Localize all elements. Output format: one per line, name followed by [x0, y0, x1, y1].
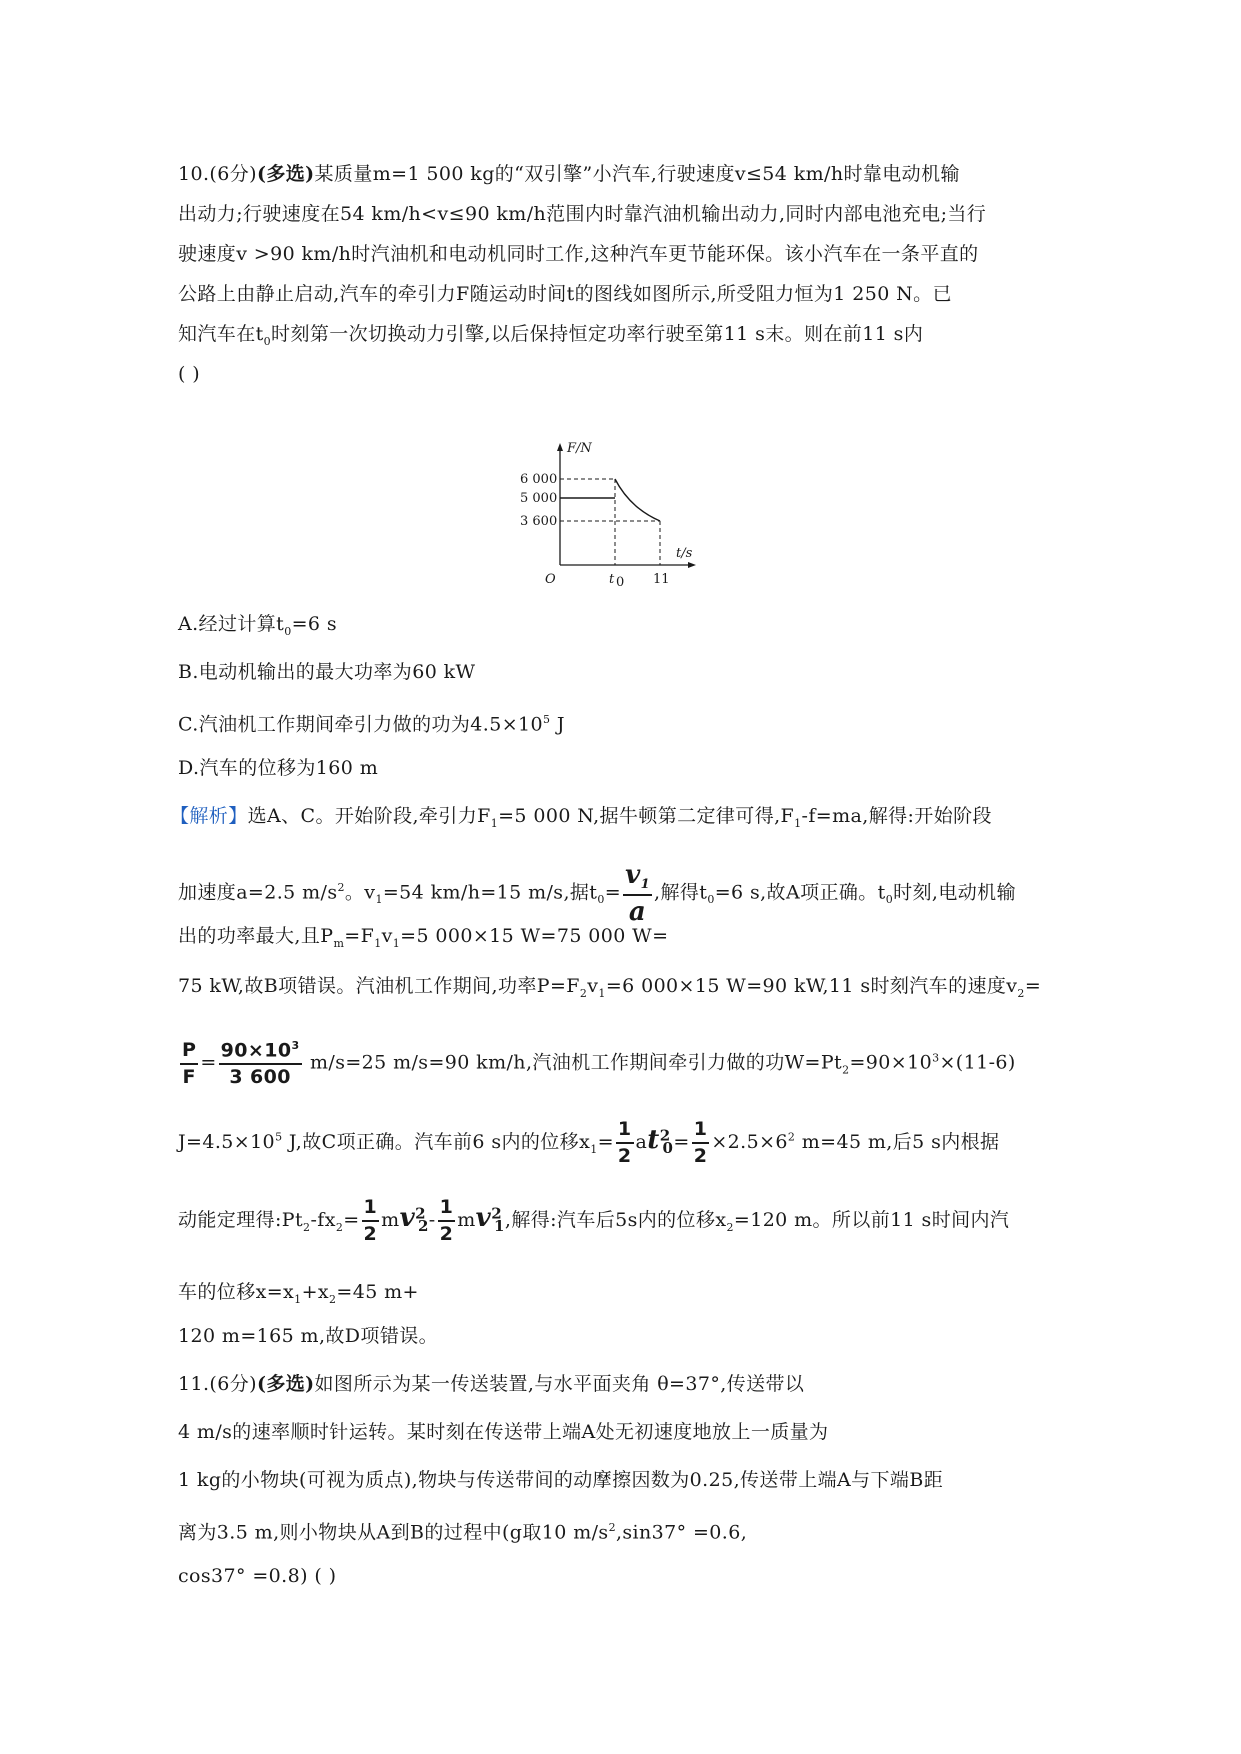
a3-sub1: 1	[374, 936, 382, 950]
q11-sup2: 2	[608, 1521, 616, 1534]
a4-sub2b: 2	[1017, 986, 1025, 1000]
a8-a: 车的位移x=x	[178, 1281, 295, 1303]
half-den-c: 2	[363, 1223, 378, 1245]
a7-d: ,解得:汽车后5s内的位移x	[504, 1209, 727, 1231]
analysis-line-4	[178, 972, 1041, 1008]
q11-line-1	[178, 1370, 804, 1398]
q10-score: (6分)	[209, 163, 257, 185]
a7-sub2c: 2	[726, 1220, 734, 1234]
q11-line-2: 4 m/s的速率顺时针运转。某时刻在传送带上端A处无初速度地放上一质量为	[178, 1421, 829, 1443]
a6-t-sup: 2	[659, 1126, 671, 1145]
a4-sub2: 2	[579, 986, 588, 1000]
a2-d: =	[604, 881, 622, 904]
option-a-text: A.经过计算t	[178, 613, 285, 635]
option-c-sup: 5	[543, 713, 551, 726]
option-a	[178, 610, 337, 646]
a1-b: =5 000 N,据牛顿第二定律可得,F	[498, 805, 795, 827]
q10-answer-bracket: ( )	[178, 363, 201, 385]
y-axis-label: F/N	[567, 441, 592, 456]
a1-sub1: 1	[490, 816, 499, 830]
a6-t: t	[647, 1125, 660, 1155]
a7-m2: m	[457, 1209, 476, 1231]
analysis-tag: 【解析】	[170, 805, 248, 827]
a7-sub2: 2	[303, 1220, 311, 1234]
q10-text-5a: 知汽车在t	[178, 323, 264, 345]
q10-line-4: 公路上由静止启动,汽车的牵引力F随运动时间t的图线如图所示,所受阻力恒为1 250 N。已	[178, 283, 952, 305]
a4-d: =	[1024, 975, 1042, 997]
fraction-one-half-c	[362, 1198, 380, 1244]
q10-sub: 0	[263, 334, 272, 348]
y-tick-5000: 5 000	[520, 491, 558, 506]
a7-sub2b: 2	[335, 1220, 344, 1234]
a2-sub0: 0	[597, 893, 605, 907]
q11-number: 11.	[178, 1373, 210, 1395]
a7-c: =	[343, 1209, 360, 1231]
option-c-text-2: J	[550, 713, 565, 736]
q11-4b: ,sin37° =0.6,	[615, 1521, 748, 1544]
a2-b: 。v	[344, 881, 376, 904]
option-a-sub: 0	[284, 624, 292, 638]
frac-f: F	[182, 1065, 196, 1088]
fraction-one-half-a	[616, 1120, 634, 1166]
q11-line-4	[178, 1514, 747, 1546]
a4-c: =6 000×15 W=90 kW,11 s时刻汽车的速度v	[605, 975, 1018, 997]
a1-c: -f=ma,解得:开始阶段	[801, 805, 992, 827]
a7-v2-sub: 2	[417, 1216, 429, 1235]
y-axis-arrow	[557, 443, 563, 451]
half-num-a: 1	[616, 1120, 634, 1144]
a5-sub2: 2	[842, 1063, 850, 1077]
a3-c: v	[381, 925, 393, 947]
a2-e: ,解得t	[654, 881, 708, 904]
analysis-line-7	[178, 1198, 1009, 1244]
x-tick-11: 11	[653, 572, 670, 587]
half-den-d: 2	[439, 1223, 454, 1245]
a6-e: =	[673, 1131, 690, 1153]
q11-4a: 离为3.5 m,则小物块从A到B的过程中(g取10 m/s	[178, 1521, 609, 1544]
x-axis-arrow	[688, 562, 696, 568]
a6-d: a	[635, 1131, 648, 1153]
decreasing-force-curve	[615, 479, 660, 521]
frac-v: v	[625, 860, 641, 890]
y-tick-3600: 3 600	[520, 514, 558, 529]
a7-m: m	[381, 1209, 400, 1231]
q11-multi-tag: (多选)	[256, 1373, 315, 1395]
frac-sup3: 3	[291, 1039, 300, 1052]
a8-c: =45 m+	[336, 1281, 419, 1303]
a2-sub1: 1	[375, 893, 383, 907]
a1-a: 选A、C。开始阶段,牵引力F	[247, 805, 491, 827]
option-a-text-2: =6 s	[291, 613, 338, 635]
frac-3600: 3 600	[229, 1066, 291, 1089]
frac-90e3: 90×10	[220, 1039, 292, 1062]
fraction-v1-over-a	[623, 862, 652, 925]
a1-sub2: 1	[794, 816, 802, 830]
half-den-b: 2	[693, 1145, 708, 1167]
a3-b: =F	[344, 925, 375, 947]
q10-multi-tag: (多选)	[256, 163, 315, 185]
a2-c: =54 km/h=15 m/s,据t	[382, 881, 598, 904]
option-c	[178, 706, 565, 738]
analysis-line-2	[178, 862, 1016, 925]
a7-v1-sub: 1	[494, 1216, 505, 1235]
q10-line-5	[178, 320, 923, 356]
a6-a: J=4.5×10	[178, 1131, 276, 1153]
a3-a: 出的功率最大,且P	[178, 925, 334, 947]
q10-text-5b: 时刻第一次切换动力引擎,以后保持恒定功率行驶至第11 s末。则在前11 s内	[271, 323, 924, 345]
x-tick-t0-sub: 0	[616, 575, 625, 590]
half-num-d: 1	[438, 1198, 456, 1222]
a5-rest3: ×(11-6)	[939, 1051, 1016, 1074]
a3-sub1b: 1	[392, 936, 401, 950]
frac-v-sub: 1	[640, 876, 651, 892]
option-b: B.电动机输出的最大功率为60 kW	[178, 661, 476, 683]
a2-f: =6 s,故A项正确。t	[714, 881, 886, 904]
fraction-9000-over-3600	[219, 1040, 302, 1087]
analysis-line-1	[170, 802, 992, 838]
analysis-line-9: 120 m=165 m,故D项错误。	[178, 1325, 439, 1347]
option-c-text: C.汽油机工作期间牵引力做的功为4.5×10	[178, 713, 544, 736]
frac-a: a	[628, 896, 647, 927]
a3-d: =5 000×15 W=75 000 W=	[400, 925, 669, 947]
x-axis-label: t/s	[676, 546, 693, 561]
a6-t-sub: 0	[662, 1138, 674, 1157]
analysis-line-8	[178, 1278, 419, 1314]
q10-number: 10.	[178, 163, 210, 185]
a7-a: 动能定理得:Pt	[178, 1209, 304, 1231]
a7-v1: v	[475, 1203, 492, 1233]
a2-g: 时刻,电动机输	[893, 881, 1016, 904]
analysis-line-3	[178, 922, 668, 958]
a8-sub1: 1	[294, 1292, 302, 1306]
a7-v2: v	[399, 1203, 416, 1233]
a5-eq: =	[200, 1051, 217, 1074]
a6-g: m=45 m,后5 s内根据	[795, 1131, 1000, 1153]
a8-b: +x	[301, 1281, 329, 1303]
origin-label: O	[545, 572, 556, 587]
fraction-one-half-d	[438, 1198, 456, 1244]
a4-sub1: 1	[598, 986, 606, 1000]
half-num-b: 1	[692, 1120, 710, 1144]
a7-v2-sup: 2	[415, 1204, 426, 1223]
q11-line-5: cos37° =0.8) ( )	[178, 1565, 337, 1587]
a3-subm: m	[333, 936, 345, 950]
a7-b: -fx	[310, 1209, 336, 1231]
fraction-one-half-b	[692, 1120, 710, 1166]
a6-b: J,故C项正确。汽车前6 s内的位移x	[282, 1131, 591, 1153]
frac-p: P	[180, 1041, 198, 1065]
a4-b: v	[587, 975, 599, 997]
a4-a: 75 kW,故B项错误。汽油机工作期间,功率P=F	[178, 975, 580, 997]
a7-v1-sup: 2	[491, 1204, 503, 1223]
a7-e: =120 m。所以前11 s时间内汽	[733, 1209, 1010, 1231]
a2-sub0b: 0	[707, 893, 715, 907]
option-d: D.汽车的位移为160 m	[178, 757, 379, 779]
half-den-a: 2	[617, 1145, 632, 1167]
analysis-line-6	[178, 1120, 999, 1166]
a6-sub1: 1	[590, 1142, 598, 1156]
a5-rest2: =90×10	[849, 1051, 933, 1074]
a2-a: 加速度a=2.5 m/s	[178, 881, 338, 904]
fraction-p-over-f	[180, 1038, 198, 1088]
q11-score: (6分)	[209, 1373, 257, 1395]
a2-sub0c: 0	[885, 893, 894, 907]
a5-rest: m/s=25 m/s=90 km/h,汽油机工作期间牵引力做的功W=Pt	[303, 1051, 843, 1074]
q11-text-1: 如图所示为某一传送装置,与水平面夹角 θ=37°,传送带以	[314, 1373, 805, 1395]
graph-svg	[520, 440, 735, 590]
force-time-graph	[520, 440, 735, 590]
a7-minus: -	[428, 1209, 436, 1231]
x-tick-t0: t	[609, 572, 615, 587]
half-num-c: 1	[362, 1198, 380, 1222]
a8-sub2: 2	[329, 1292, 337, 1306]
a6-sup2: 2	[787, 1130, 796, 1144]
q10-line-2: 出动力;行驶速度在54 km/h<v≤90 km/h范围内时靠汽油机输出动力,同时内部电池充电;当行	[178, 203, 987, 225]
a6-c: =	[597, 1131, 614, 1153]
analysis-line-5	[178, 1040, 1016, 1087]
q11-line-3: 1 kg的小物块(可视为质点),物块与传送带间的动摩擦因数为0.25,传送带上端A与下端B距	[178, 1469, 944, 1491]
a6-sup5: 5	[275, 1130, 283, 1144]
a5-sup3: 3	[932, 1051, 940, 1065]
a2-sup: 2	[337, 881, 345, 895]
q10-line-3: 驶速度v >90 km/h时汽油机和电动机同时工作,这种汽车更节能环保。该小汽车在一条平直的	[178, 243, 979, 265]
y-tick-6000: 6 000	[520, 472, 558, 487]
q10-line-1	[178, 160, 960, 188]
a6-f: ×2.5×6	[711, 1131, 788, 1153]
q10-text-1: 某质量m=1 500 kg的“双引擎”小汽车,行驶速度v≤54 km/h时靠电动机输	[314, 163, 960, 185]
